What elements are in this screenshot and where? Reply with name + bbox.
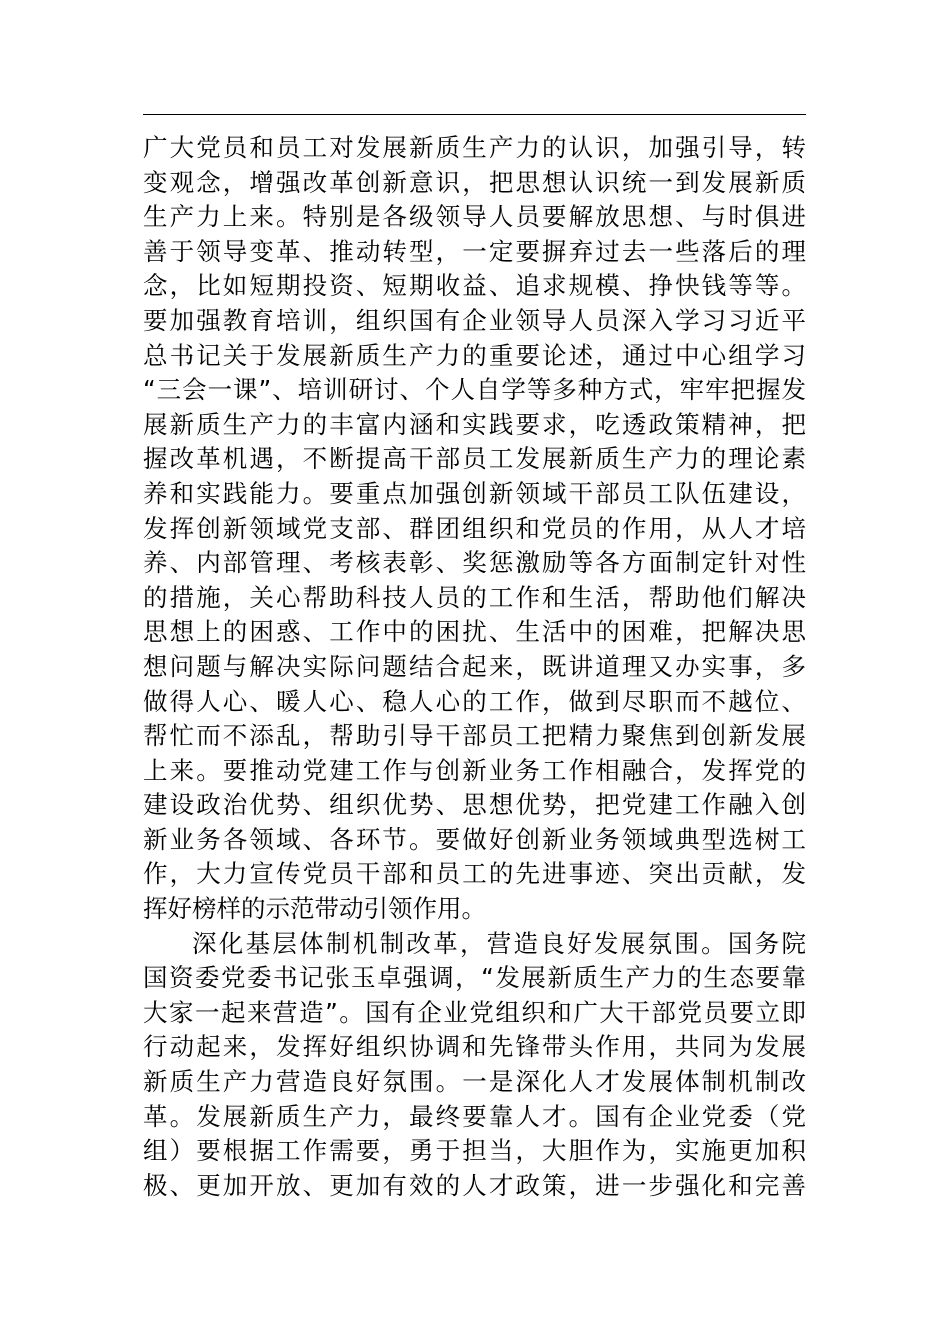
text-line: 思想上的困惑、工作中的困扰、生活中的困难，把解决思 — [143, 617, 806, 647]
text-line: 养、内部管理、考核表彰、奖惩激励等各方面制定针对性 — [143, 548, 806, 578]
text-line: 行动起来，发挥好组织协调和先锋带头作用，共同为发展 — [143, 1032, 806, 1062]
paragraph-first-line: 深化基层体制机制改革，营造良好发展氛围。国务院 — [192, 928, 806, 958]
text-line: 要加强教育培训，组织国有企业领导人员深入学习习近平 — [143, 305, 806, 335]
text-line: 挥好榜样的示范带动引领作用。 — [143, 894, 486, 924]
text-line: 想问题与解决实际问题结合起来，既讲道理又办实事，多 — [143, 651, 806, 681]
text-line: 组）要根据工作需要，勇于担当，大胆作为，实施更加积 — [143, 1136, 806, 1166]
text-line: 大家一起来营造”。国有企业党组织和广大干部党员要立即 — [143, 997, 806, 1027]
text-line: 做得人心、暖人心、稳人心的工作，做到尽职而不越位、 — [143, 686, 806, 716]
header-rule — [143, 114, 806, 115]
text-line: 新业务各领域、各环节。要做好创新业务领域典型选树工 — [143, 824, 806, 854]
text-line: 养和实践能力。要重点加强创新领域干部员工队伍建设， — [143, 478, 806, 508]
text-line: 极、更加开放、更加有效的人才政策，进一步强化和完善 — [143, 1170, 806, 1200]
text-line: 建设政治优势、组织优势、思想优势，把党建工作融入创 — [143, 790, 806, 820]
text-line: 国资委党委书记张玉卓强调，“发展新质生产力的生态要靠 — [143, 963, 806, 993]
text-line: 发挥创新领域党支部、群团组织和党员的作用，从人才培 — [143, 513, 806, 543]
text-line: 变观念，增强改革创新意识，把思想认识统一到发展新质 — [143, 167, 806, 197]
text-line: 总书记关于发展新质生产力的重要论述，通过中心组学习 — [143, 340, 806, 370]
text-line: 念，比如短期投资、短期收益、追求规模、挣快钱等等。 — [143, 271, 806, 301]
text-line: 革。发展新质生产力，最终要靠人才。国有企业党委（党 — [143, 1101, 806, 1131]
text-line: 展新质生产力的丰富内涵和实践要求，吃透政策精神，把 — [143, 409, 806, 439]
text-line: “三会一课”、培训研讨、个人自学等多种方式，牢牢把握发 — [143, 375, 806, 405]
text-line: 握改革机遇，不断提高干部员工发展新质生产力的理论素 — [143, 444, 806, 474]
text-line: 作，大力宣传党员干部和员工的先进事迹、突出贡献，发 — [143, 859, 806, 889]
text-line: 上来。要推动党建工作与创新业务工作相融合，发挥党的 — [143, 755, 806, 785]
body-text — [143, 131, 806, 1203]
text-line: 新质生产力营造良好氛围。一是深化人才发展体制机制改 — [143, 1067, 806, 1097]
text-line: 生产力上来。特别是各级领导人员要解放思想、与时俱进 — [143, 202, 806, 232]
text-line: 善于领导变革、推动转型，一定要摒弃过去一些落后的理 — [143, 236, 806, 266]
text-line: 的措施，关心帮助科技人员的工作和生活，帮助他们解决 — [143, 582, 806, 612]
text-line: 广大党员和员工对发展新质生产力的认识，加强引导，转 — [143, 133, 806, 162]
text-line: 帮忙而不添乱，帮助引导干部员工把精力聚焦到创新发展 — [143, 721, 806, 751]
